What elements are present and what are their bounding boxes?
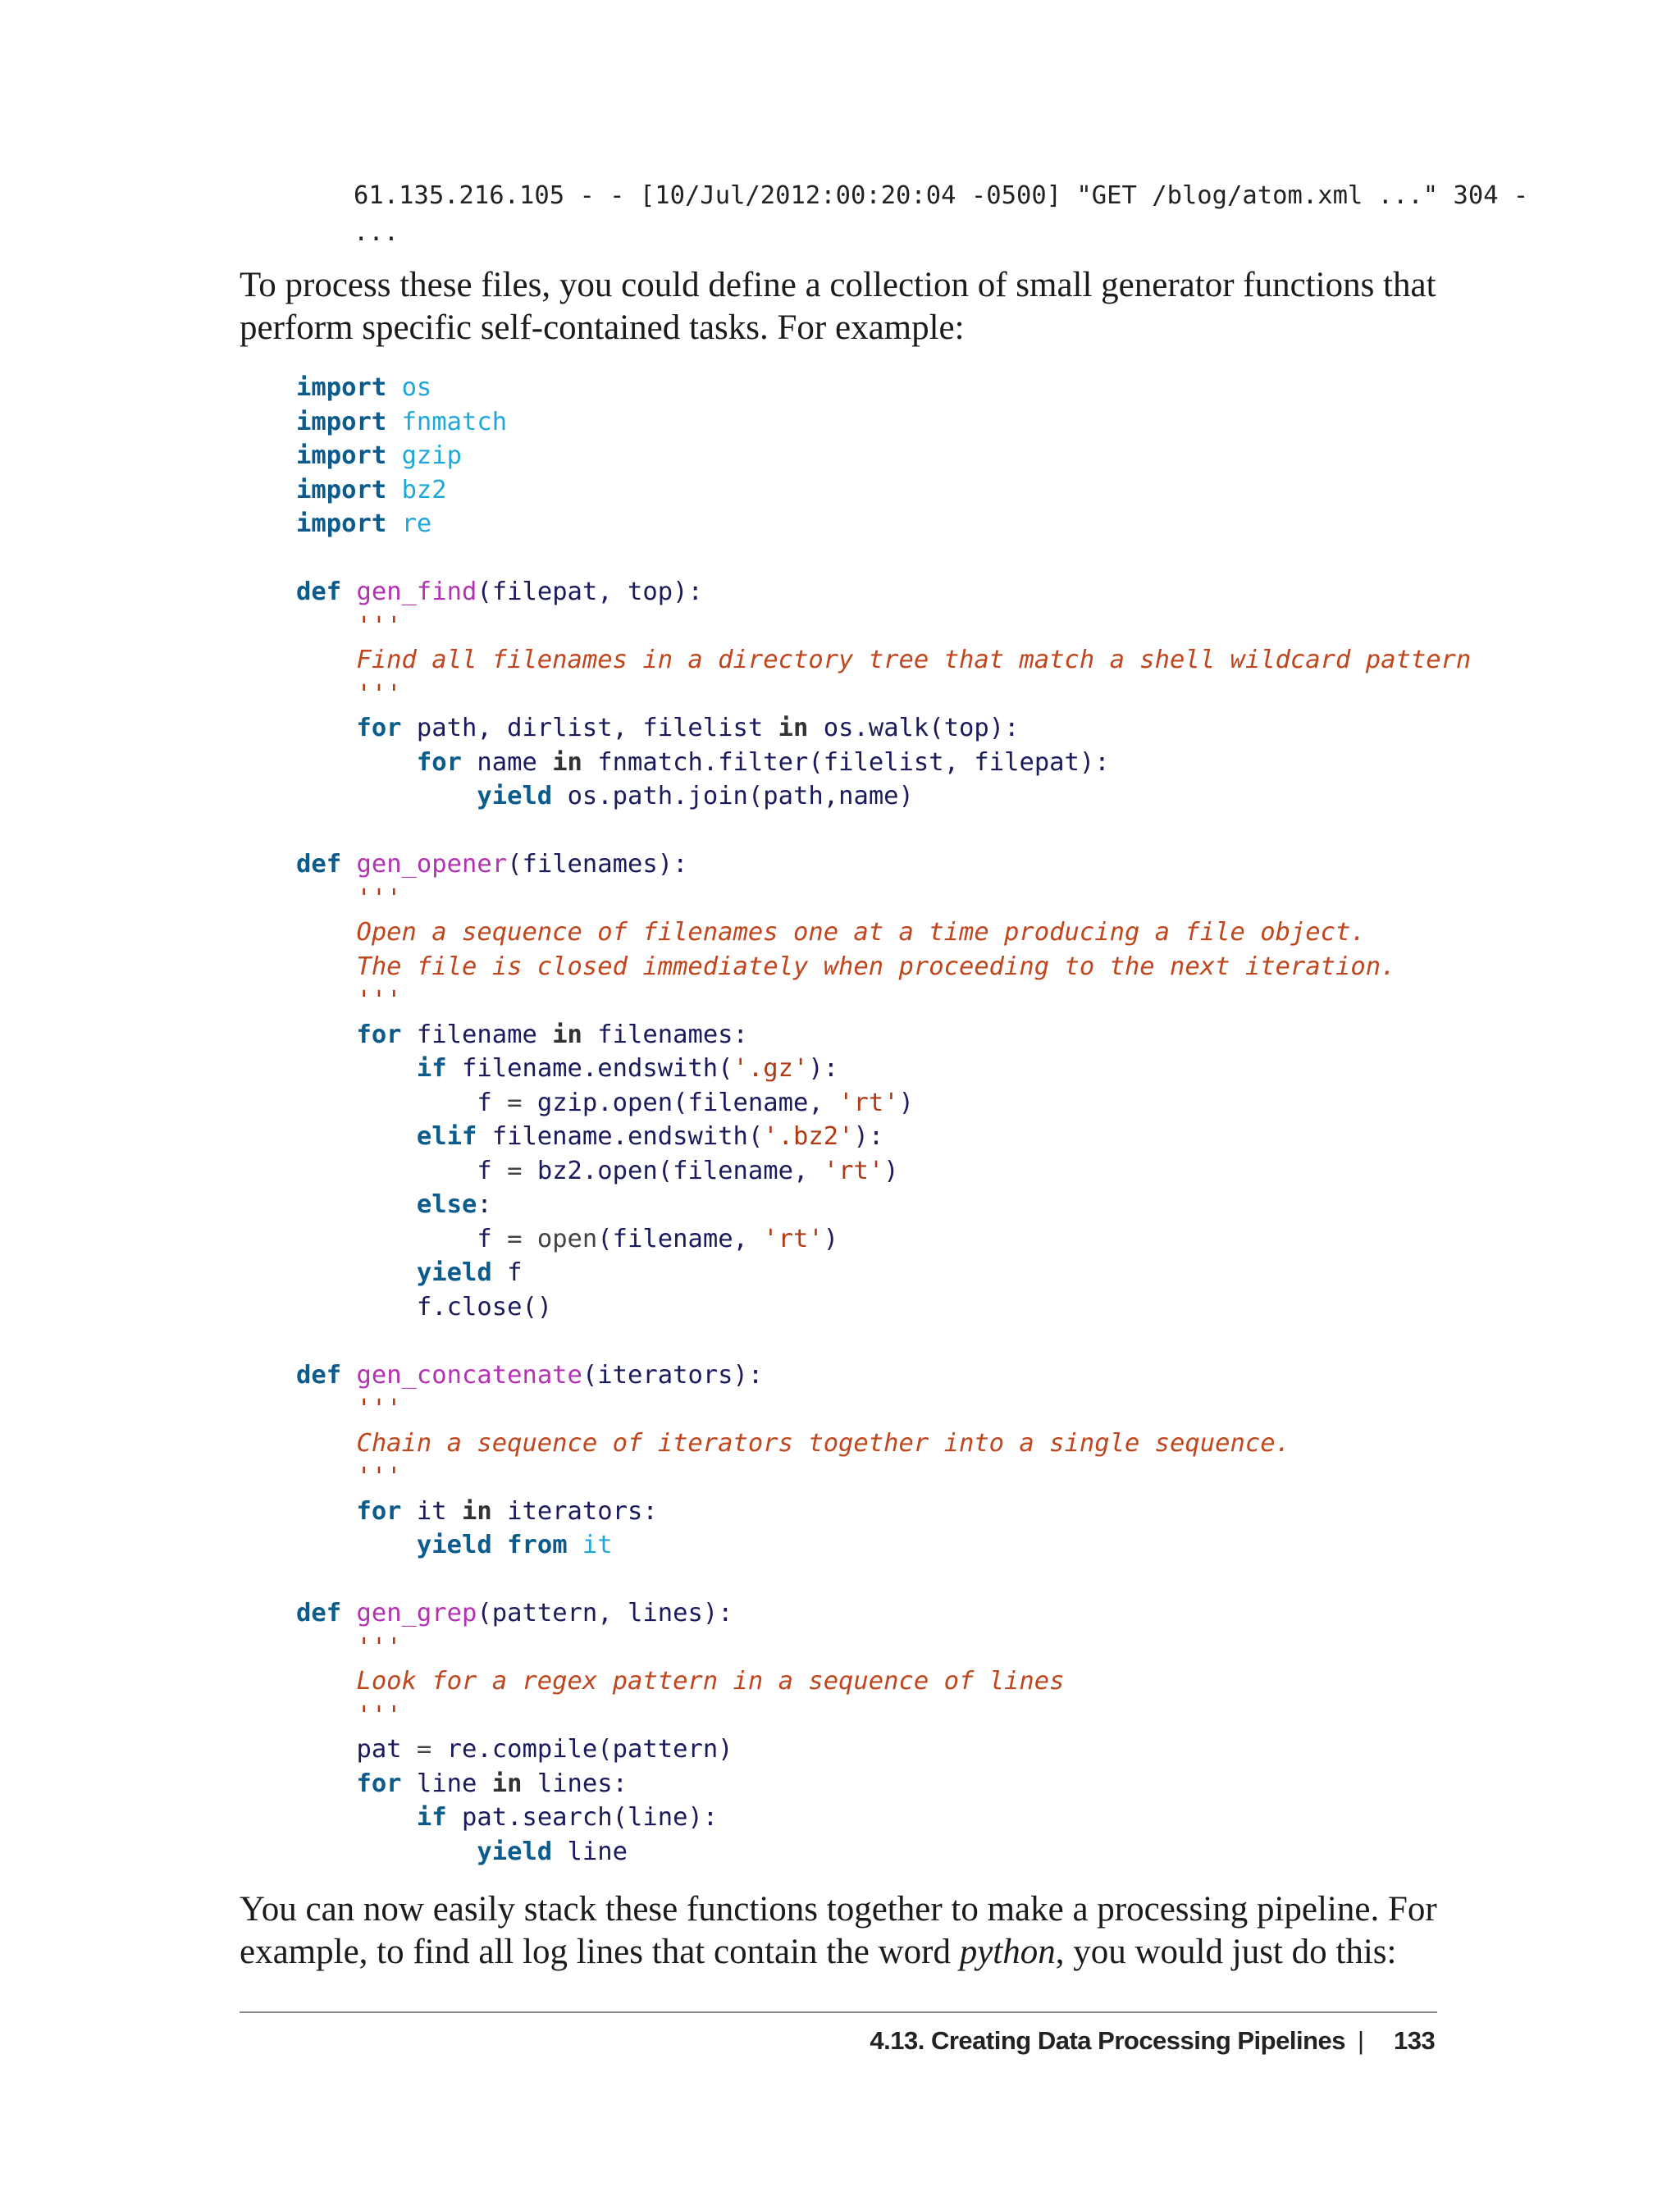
code-line: else: <box>416 1190 492 1219</box>
code-line: for name in fnmatch.filter(filelist, filepat): <box>416 747 1110 777</box>
code-line: if filename.endswith('.gz'): <box>416 1054 839 1083</box>
code-line: for path, dirlist, filelist in os.walk(top): <box>356 714 1020 742</box>
code-line: def gen_concatenate(iterators): <box>296 1360 764 1390</box>
emphasis-python: python <box>959 1933 1056 1971</box>
code-line: if pat.search(line): <box>416 1803 719 1832</box>
log-ellipsis: ... <box>354 218 399 247</box>
code-line: pat = re.compile(pattern) <box>356 1735 733 1764</box>
code-line: ''' <box>356 1463 402 1491</box>
code-line: for filename in filenames: <box>356 1020 748 1049</box>
code-line: f = bz2.open(filename, 'rt') <box>477 1156 899 1185</box>
function-name: gen_concatenate <box>356 1360 582 1390</box>
code-line <box>296 643 1471 678</box>
code-line: yield f <box>416 1258 523 1287</box>
code-line: def gen_grep(pattern, lines): <box>296 1599 733 1628</box>
code-line: import fnmatch <box>296 407 508 436</box>
code-line <box>296 950 1471 984</box>
code-line: for it in iterators: <box>356 1496 658 1526</box>
code-line: import re <box>296 509 432 538</box>
footer-section-title: 4.13. Creating Data Processing Pipelines <box>870 2026 1345 2055</box>
code-line: for line in lines: <box>356 1769 628 1798</box>
code-line: import os <box>296 373 432 402</box>
code-line: import gzip <box>296 441 463 470</box>
code-line: def gen_find(filepat, top): <box>296 578 703 606</box>
function-name: gen_opener <box>356 850 508 879</box>
code-line: ''' <box>356 1395 402 1423</box>
code-line: yield from it <box>416 1531 613 1559</box>
code-line: ''' <box>356 611 402 641</box>
docstring: Open a sequence of filenames one at a time producing a file object. <box>356 918 1366 947</box>
log-excerpt <box>354 177 1528 251</box>
code-line: elif filename.endswith('.bz2'): <box>416 1122 884 1151</box>
code-line: ''' <box>356 1701 402 1730</box>
code-line <box>296 1427 1471 1461</box>
code-line: f = gzip.open(filename, 'rt') <box>477 1088 914 1117</box>
code-line <box>296 1664 1471 1699</box>
code-line: ''' <box>356 679 402 709</box>
code-line: ''' <box>356 883 402 913</box>
intro-paragraph: To process these files, you could define a collection of small generator functions that perform specific self-contained tasks. For example: <box>240 266 1436 347</box>
pipeline-paragraph: You can now easily stack these functions together to make a processing pipeline. For example, to find all log lines that contain the word python, you would just do this: <box>240 1890 1437 1971</box>
code-listing <box>296 371 1471 1869</box>
log-line: 61.135.216.105 - - [10/Jul/2012:00:20:04 -0500] "GET /blog/atom.xml ..." 304 - <box>354 181 1529 210</box>
footer-divider <box>240 2011 1437 2013</box>
footer-separator: | <box>1358 2026 1364 2055</box>
docstring: Look for a regex pattern in a sequence of lines <box>356 1667 1065 1696</box>
docstring: Find all filenames in a directory tree that match a shell wildcard pattern <box>356 646 1472 674</box>
code-line: yield line <box>477 1837 628 1866</box>
page-number: 133 <box>1394 2026 1436 2055</box>
code-line: ''' <box>356 986 402 1015</box>
code-line: ''' <box>356 1632 402 1662</box>
code-line: f = open(filename, 'rt') <box>477 1224 839 1253</box>
code-line: def gen_opener(filenames): <box>296 850 688 879</box>
code-line: yield os.path.join(path,name) <box>477 782 914 810</box>
code-line: import bz2 <box>296 475 447 504</box>
code-line <box>296 915 1471 950</box>
docstring: Chain a sequence of iterators together into a single sequence. <box>356 1428 1290 1458</box>
docstring: The file is closed immediately when proceeding to the next iteration. <box>356 952 1396 981</box>
code-line: f.close() <box>416 1292 553 1322</box>
function-name: gen_grep <box>356 1599 477 1628</box>
function-name: gen_find <box>356 578 477 606</box>
